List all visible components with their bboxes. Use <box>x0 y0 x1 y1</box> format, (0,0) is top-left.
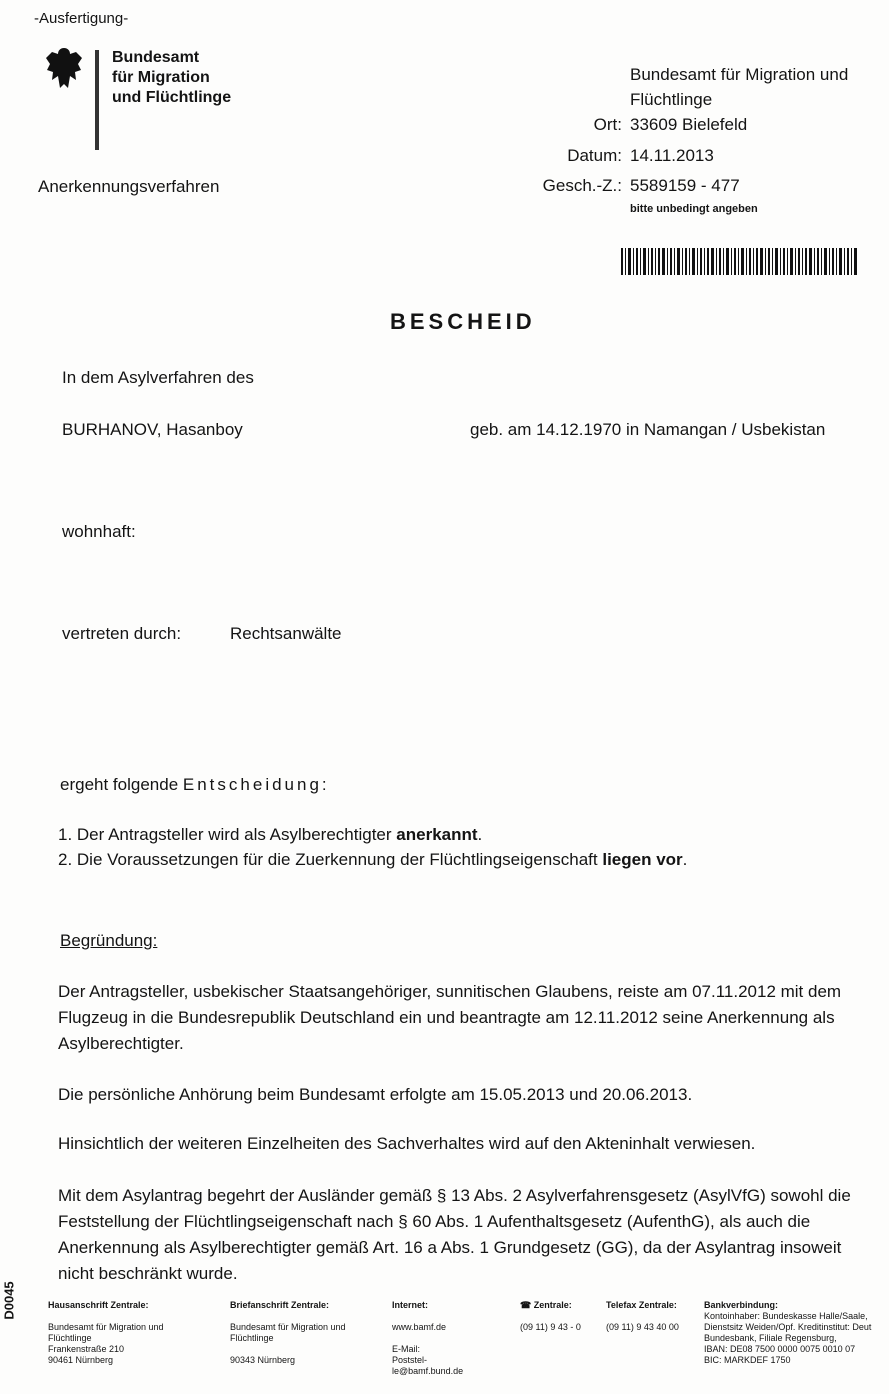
footer-phone: ☎ Zentrale: (09 11) 9 43 - 0 <box>520 1300 581 1332</box>
footer-house-address: Hausanschrift Zentrale: Bundesamt für Migration und Flüchtlinge Frankenstraße 210 90461 Nürnberg <box>48 1300 164 1365</box>
website-link[interactable]: www.bamf.de <box>392 1322 447 1332</box>
reasons-heading: Begründung: <box>60 931 158 950</box>
decision-lead: ergeht folgende Entscheidung: <box>60 775 327 794</box>
residence-label: wohnhaft: <box>62 522 136 541</box>
side-document-code: D0045 <box>1 1281 17 1320</box>
ort-label: Ort: <box>593 115 622 134</box>
copy-mark: -Ausfertigung- <box>34 10 129 27</box>
reference-value: 5589159 - 477 <box>630 176 740 195</box>
decision-item-1: 1. Der Antragsteller wird als Asylberechtigter anerkannt. <box>58 825 483 844</box>
federal-eagle-icon <box>44 44 84 92</box>
datum-value: 14.11.2013 <box>630 146 714 165</box>
sender-block: Bundesamt für Migration und Flüchtlinge <box>630 65 849 109</box>
reasons-paragraph-4: Mit dem Asylantrag begehrt der Ausländer gemäß § 13 Abs. 2 Asylverfahrensgesetz (AsylVfG) sowohl die Feststellung der Flüchtlingseigenschaft nach § 60 Abs. 1 Aufenthaltsgesetz (AufenthG), als auch die Anerkennung als Asylberechtigter gemäß Art. 16 a Abs. 1 Grundgesetz (GG), da der Asylantrag insoweit nicht beschränkt wurde. <box>58 1186 851 1283</box>
applicant-name: BURHANOV, Hasanboy <box>62 420 243 439</box>
decision-item-2: 2. Die Voraussetzungen für die Zuerkennung der Flüchtlingseigenschaft liegen vor. <box>58 850 688 869</box>
decision-word: Entscheidung <box>182 775 322 794</box>
reasons-paragraph-3: Hinsichtlich der weiteren Einzelheiten des Sachverhaltes wird auf den Akteninhalt verwiesen. <box>58 1134 756 1153</box>
reference-label: Gesch.-Z.: <box>542 176 622 195</box>
footer-bank: Bankverbindung: Kontoinhaber: Bundeskasse Halle/Saale, Dienstsitz Weiden/Opf. Kreditinstitut: Deut Bundesbank, Filiale Regensburg, IBAN: DE08 7500 0000 0075 0010 07 BIC: MARKDEF 1750 <box>704 1300 872 1365</box>
reference-note: bitte unbedingt angeben <box>630 203 758 215</box>
representative-label: vertreten durch: <box>62 624 182 643</box>
datum-label: Datum: <box>567 146 622 165</box>
reasons-paragraph-1: Der Antragsteller, usbekischer Staatsangehöriger, sunnitischen Glaubens, reiste am 07.11.2012 mit dem Flugzeug in die Bundesrepublik Deutschland ein und beantragte am 12.11.2012 seine Anerkennung als Asylberechtigter. <box>58 982 842 1053</box>
procedure-type: Anerkennungsverfahren <box>38 177 220 196</box>
document-title: BESCHEID <box>390 309 536 334</box>
logo-rule <box>95 50 99 150</box>
barcode <box>621 248 859 275</box>
reasons-paragraph-2: Die persönliche Anhörung beim Bundesamt erfolgte am 15.05.2013 und 20.06.2013. <box>58 1085 693 1104</box>
case-intro: In dem Asylverfahren des <box>62 368 254 387</box>
agency-logo-text: Bundesamt für Migration und Flüchtlinge <box>112 49 232 106</box>
footer-postal-address: Briefanschrift Zentrale: Bundesamt für Migration und Flüchtlinge 90343 Nürnberg <box>230 1300 346 1365</box>
decision-list <box>58 822 687 872</box>
email-link[interactable]: le@bamf.bund.de <box>392 1366 464 1376</box>
footer-fax: Telefax Zentrale: (09 11) 9 43 40 00 <box>606 1300 679 1332</box>
applicant-birth: geb. am 14.12.1970 in Namangan / Usbekistan <box>470 420 826 439</box>
footer-internet: Internet: www.bamf.de E-Mail: Poststel- le@bamf.bund.de <box>392 1300 464 1376</box>
ort-value: 33609 Bielefeld <box>630 115 748 134</box>
representative-value: Rechtsanwälte <box>230 624 342 643</box>
